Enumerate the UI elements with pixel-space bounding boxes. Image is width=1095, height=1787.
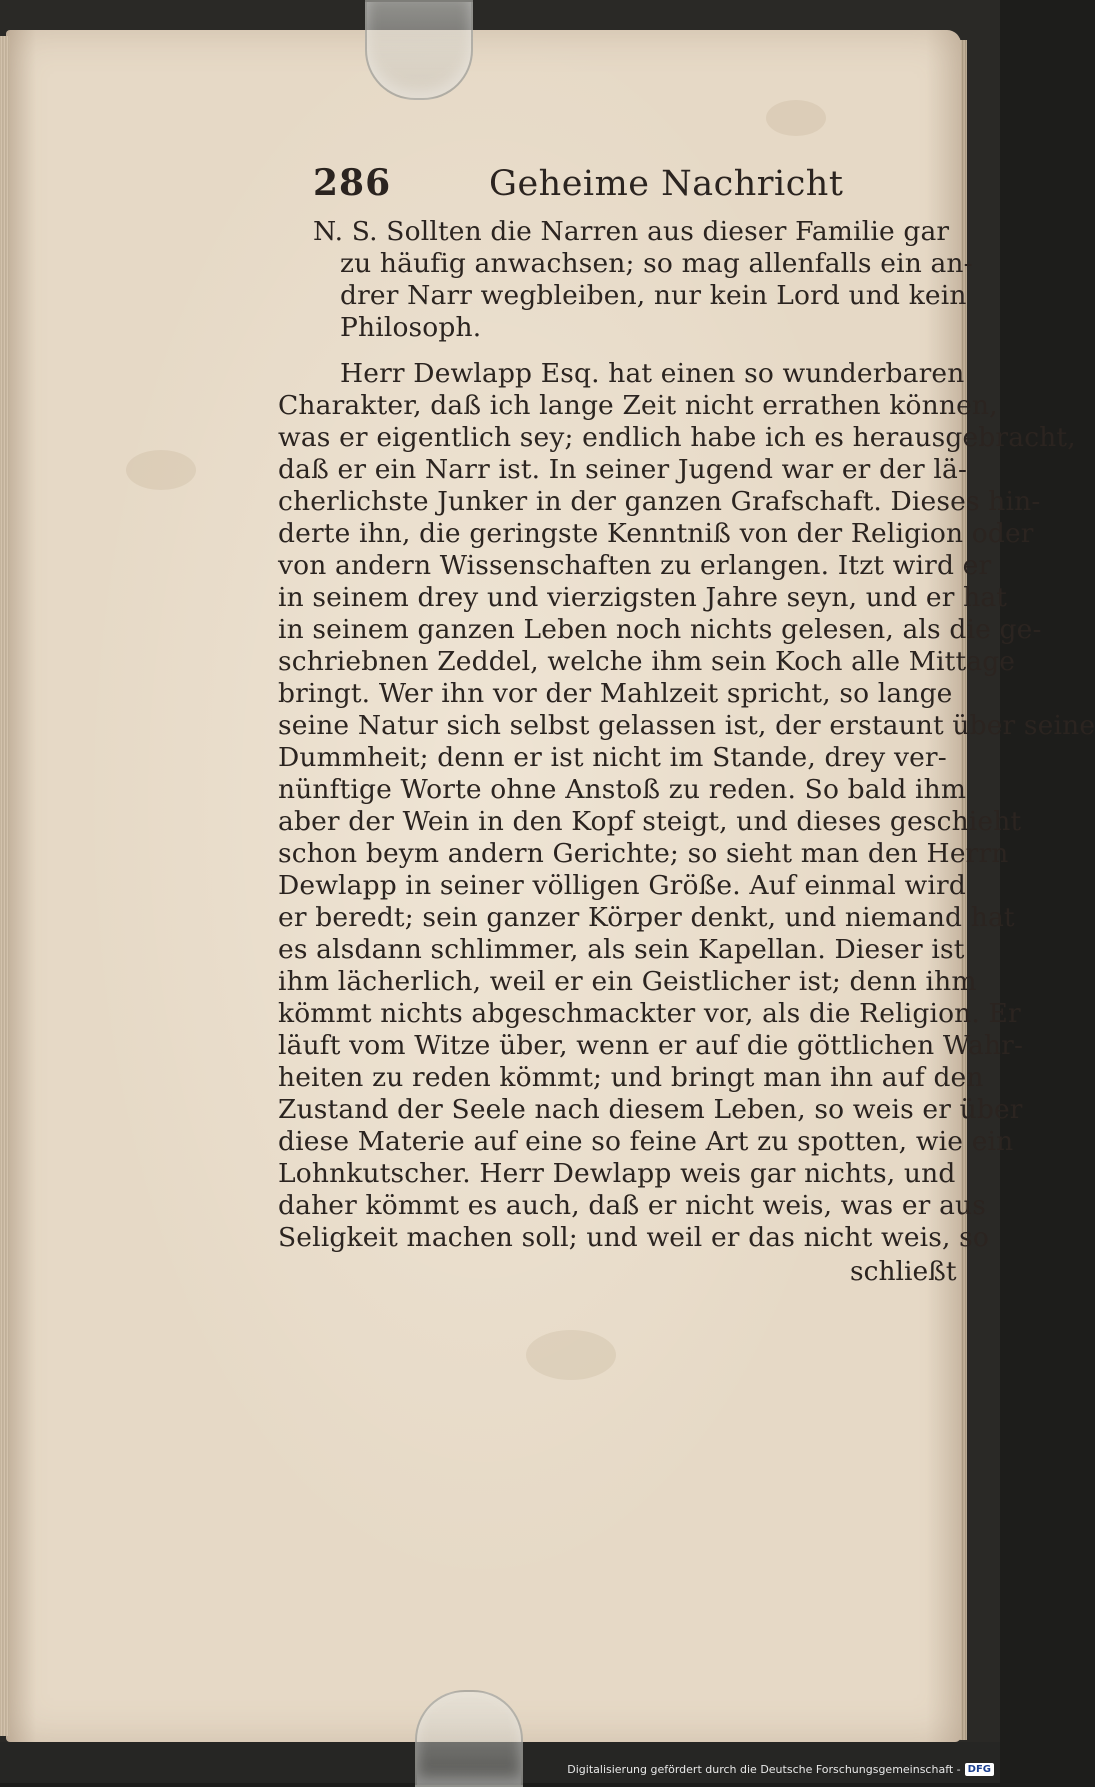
text-line: derte ihn, die geringste Kenntniß von der Religion oder	[278, 518, 1034, 549]
text-line: zu häufig anwachsen; so mag allenfalls ein an-	[340, 248, 973, 279]
book-clip-bottom	[415, 1690, 523, 1787]
text-line: läuft vom Witze über, wenn er auf die göttlichen Wahr-	[278, 1030, 1024, 1061]
text-line: schriebnen Zeddel, welche ihm sein Koch alle Mittage	[278, 646, 1016, 677]
digitization-credit	[567, 1763, 994, 1776]
text-line: seine Natur sich selbst gelassen ist, der erstaunt über seine	[278, 710, 1095, 741]
running-title: Geheime Nachricht	[489, 164, 844, 204]
text-line: Lohnkutscher. Herr Dewlapp weis gar nichts, und	[278, 1158, 956, 1189]
text-line: Seligkeit machen soll; und weil er das nicht weis, so	[278, 1222, 990, 1253]
credit-text: Digitalisierung gefördert durch die Deutsche Forschungsgemeinschaft -	[567, 1763, 961, 1776]
text-line: es alsdann schlimmer, als sein Kapellan. Dieser ist	[278, 934, 965, 965]
paper-stain	[126, 450, 196, 490]
text-block	[278, 162, 1095, 1287]
text-line: kömmt nichts abgeschmackter vor, als die Religion. Er	[278, 998, 1021, 1029]
text-line: Zustand der Seele nach diesem Leben, so weis er über	[278, 1094, 1023, 1125]
text-line: bringt. Wer ihn vor der Mahlzeit spricht, so lange	[278, 678, 953, 709]
text-line: heiten zu reden kömmt; und bringt man ihn auf den	[278, 1062, 984, 1093]
paper-stain	[766, 100, 826, 136]
page-stack-left	[0, 36, 10, 1736]
text-line: Herr Dewlapp Esq. hat einen so wunderbaren	[340, 358, 965, 389]
text-line: schon beym andern Gerichte; so sieht man den Herrn	[278, 838, 1009, 869]
text-line: Dummheit; denn er ist nicht im Stande, drey ver-	[278, 742, 947, 773]
text-line: Dewlapp in seiner völligen Größe. Auf einmal wird	[278, 870, 966, 901]
page-header	[313, 162, 953, 214]
catchword: schließt	[850, 1256, 957, 1287]
text-line: in seinem ganzen Leben noch nichts gelesen, als die ge-	[278, 614, 1042, 645]
text-line: aber der Wein in den Kopf steigt, und dieses geschieht	[278, 806, 1022, 837]
text-line: in seinem drey und vierzigsten Jahre seyn, und er hat	[278, 582, 1008, 613]
text-line: was er eigentlich sey; endlich habe ich es herausgebracht,	[278, 422, 1076, 453]
dfg-logo: DFG	[965, 1763, 994, 1776]
text-line: drer Narr wegbleiben, nur kein Lord und kein	[340, 280, 967, 311]
book-clip-top	[365, 0, 473, 100]
text-line: Philosoph.	[340, 312, 482, 343]
text-line: Charakter, daß ich lange Zeit nicht errathen können,	[278, 390, 998, 421]
text-line: nünftige Worte ohne Anstoß zu reden. So bald ihm	[278, 774, 967, 805]
text-line: daß er ein Narr ist. In seiner Jugend war er der lä-	[278, 454, 968, 485]
text-line: daher kömmt es auch, daß er nicht weis, was er aus	[278, 1190, 986, 1221]
page-number: 286	[313, 162, 392, 204]
text-line: diese Materie auf eine so feine Art zu spotten, wie ein	[278, 1126, 1014, 1157]
text-line: von andern Wissenschaften zu erlangen. Itzt wird er	[278, 550, 992, 581]
text-line: er beredt; sein ganzer Körper denkt, und niemand hat	[278, 902, 1015, 933]
text-line: N. S. Sollten die Narren aus dieser Familie gar	[313, 216, 950, 247]
text-line: ihm lächerlich, weil er ein Geistlicher ist; denn ihm	[278, 966, 977, 997]
text-line: cherlichste Junker in der ganzen Grafschaft. Dieses hin-	[278, 486, 1041, 517]
paper-stain	[526, 1330, 616, 1380]
